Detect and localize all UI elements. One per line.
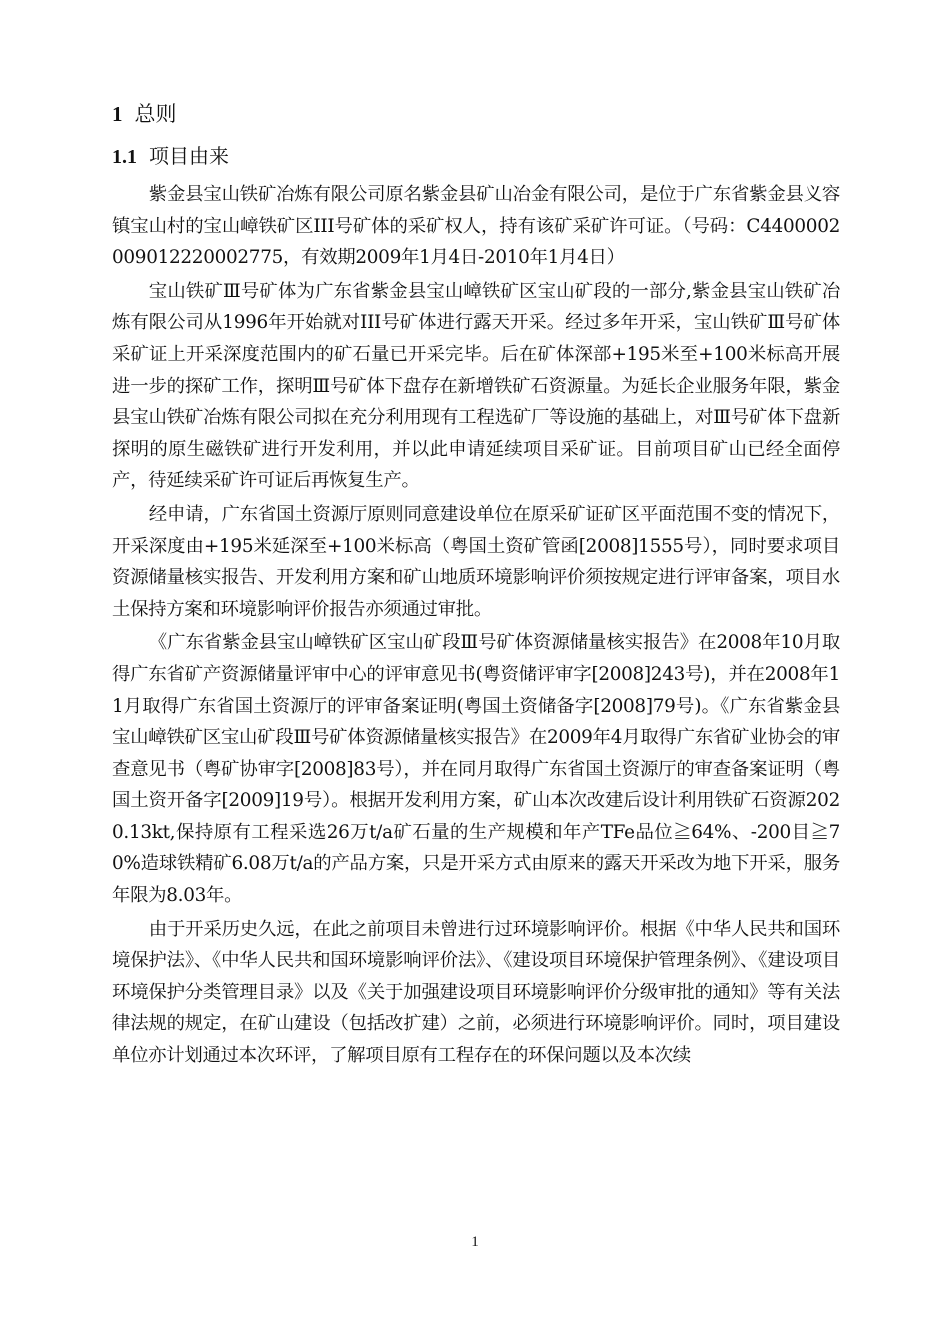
paragraph-reserve-report: 《广东省紫金县宝山嶂铁矿区宝山矿段Ⅲ号矿体资源储量核实报告》在2008年10月取得广东省矿产资源储量评审中心的评审意见书(粤资储评审字[2008]243号)，并在2008年11月取得广东省国土资源厅的评审备案证明(粤国土资储备字[2008]79号)。《广东省紫金县宝山嶂铁矿区宝山矿段Ⅲ号矿体资源储量核实报告》在2009年4月取得广东省矿业协会的审查意见书（粤矿协审字[2008]83号），并在同月取得广东省国土资源厅的审查备案证明（粤国土资开备字[2009]19号）。根据开发利用方案，矿山本次改建后设计利用铁矿石资源2020.13kt,保持原有工程采选26万t/a矿石量的生产规模和年产TFe品位≧64%、-200目≧70%造球铁精矿6.08万t/a的产品方案，只是开采方式由原来的露天开采改为地下开采，服务年限为8.03年。: [112, 632, 840, 907]
paragraph-company-intro: 紫金县宝山铁矿冶炼有限公司原名紫金县矿山冶金有限公司，是位于广东省紫金县义容镇宝山村的宝山嶂铁矿区III号矿体的采矿权人，持有该矿采矿许可证。（号码：C4400002009012220002775，有效期2009年1月4日-2010年1月4日）: [112, 184, 840, 269]
section-heading: [112, 138, 840, 175]
document-page: [112, 96, 840, 1074]
paragraph-eia-requirement: 由于开采历史久远，在此之前项目未曾进行过环境影响评价。根据《中华人民共和国环境保护法》、《中华人民共和国环境影响评价法》、《建设项目环境保护管理条例》、《建设项目环境保护分类管理目录》以及《关于加强建设项目环境影响评价分级审批的通知》等有关法律法规的规定，在矿山建设（包括改扩建）之前，必须进行环境影响评价。同时，项目建设单位亦计划通过本次环评，了解项目原有工程存在的环保问题以及本次续: [112, 918, 840, 1067]
chapter-title: 总则: [134, 102, 177, 126]
page-number: 1: [471, 1234, 479, 1250]
chapter-number: 1: [112, 102, 123, 126]
chapter-heading: [112, 96, 840, 132]
section-number: 1.1: [112, 146, 137, 168]
section-title: 项目由来: [149, 144, 229, 168]
paragraph-application: 经申请，广东省国土资源厅原则同意建设单位在原采矿证矿区平面范围不变的情况下，开采深度由+195米延深至+100米标高（粤国土资矿管函[2008]1555号），同时要求项目资源储量核实报告、开发利用方案和矿山地质环境影响评价须按规定进行评审备案，项目水土保持方案和环境影响评价报告亦须通过审批。: [112, 503, 840, 620]
paragraph-mining-history: 宝山铁矿Ⅲ号矿体为广东省紫金县宝山嶂铁矿区宝山矿段的一部分,紫金县宝山铁矿冶炼有限公司从1996年开始就对III号矿体进行露天开采。经过多年开采，宝山铁矿Ⅲ号矿体采矿证上开采深度范围内的矿石量已开采完毕。后在矿体深部+195米至+100米标高开展进一步的探矿工作，探明Ⅲ号矿体下盘存在新增铁矿石资源量。为延长企业服务年限，紫金县宝山铁矿冶炼有限公司拟在充分利用现有工程选矿厂等设施的基础上，对Ⅲ号矿体下盘新探明的原生磁铁矿进行开发利用，并以此申请延续项目采矿证。目前项目矿山已经全面停产，待延续采矿许可证后再恢复生产。: [112, 280, 840, 492]
